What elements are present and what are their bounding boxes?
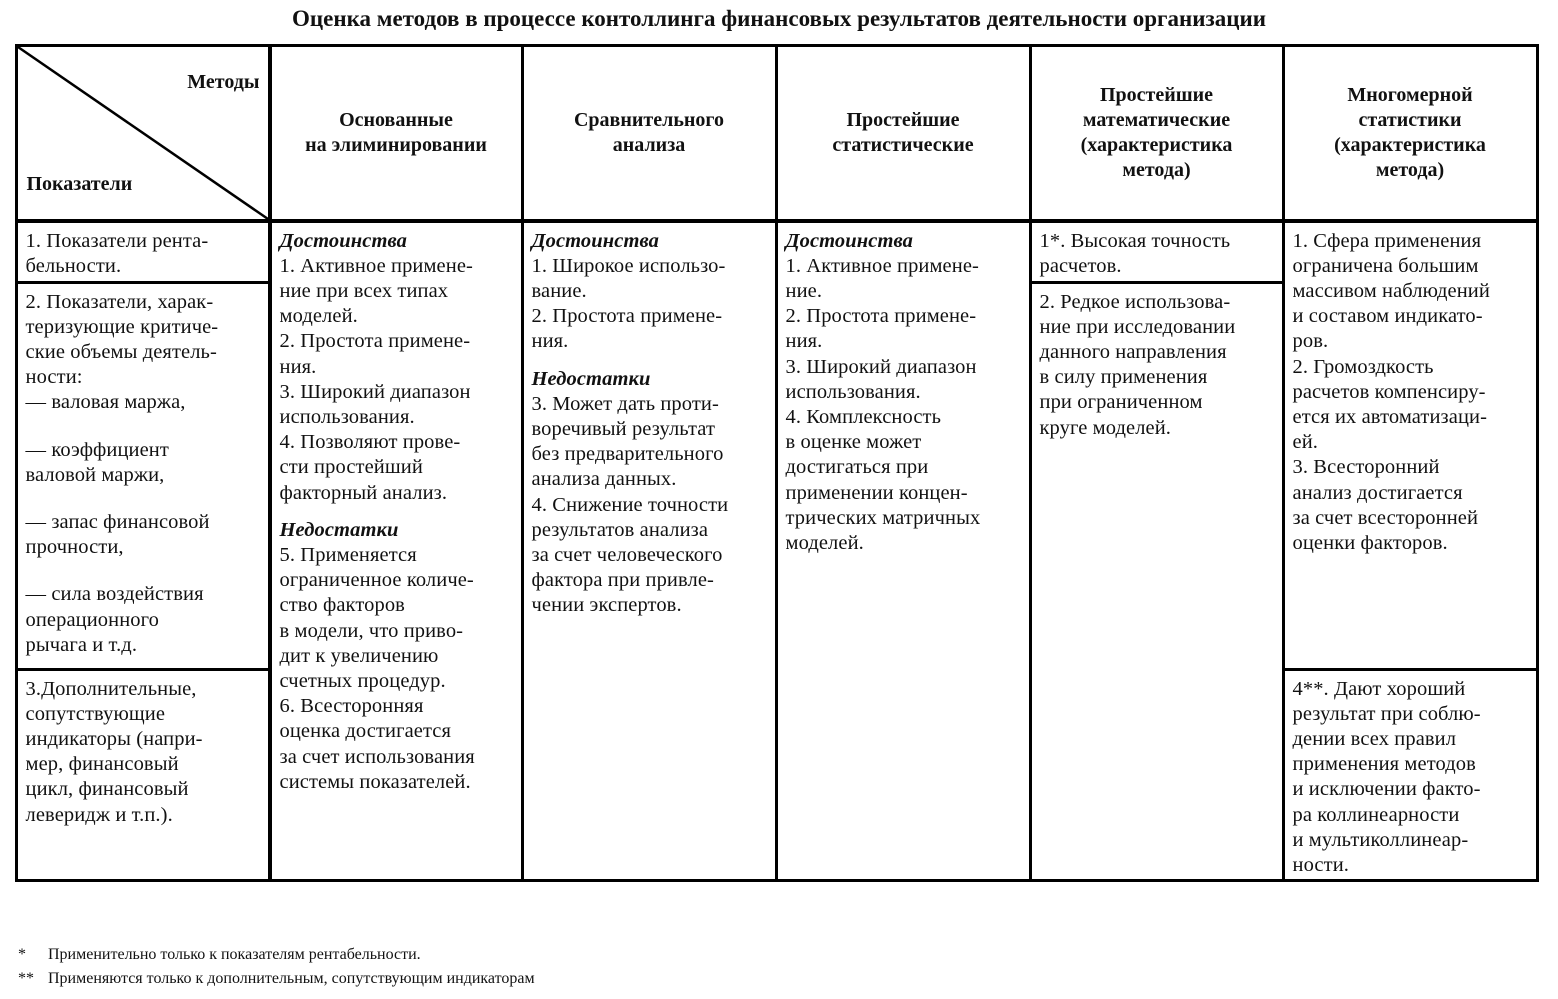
mathematical-row1: 1*. Высокая точность расчетов. [1029, 220, 1285, 284]
advantages-heading: Достоинства [531, 229, 659, 252]
mathematical-row2: 2. Редкое использова- ние при исследовании данного направления в силу применения при ограниченном круге моделей. [1029, 281, 1285, 882]
indicators-label: Показатели [26, 172, 133, 195]
footnote [18, 946, 421, 964]
disadvantages-heading: Недостатки [279, 518, 399, 541]
column-header-elimination: Основанные на элиминировании [269, 44, 524, 222]
statistical-cell [775, 220, 1032, 882]
column-header-comparative: Сравнительного анализа [521, 44, 778, 222]
elimination-advantages: 1. Активное примене- ние при всех типах моделей. 2. Простота примене- ния. 3. Широкий диапазон использования. 4. Позволяют прове- сти простейший факторный анализ. [279, 254, 473, 504]
footnote-text: Применяются только к дополнительным, сопутствующим индикаторам [48, 970, 535, 987]
corner-header [15, 44, 271, 222]
statistical-advantages: 1. Активное примене- ние. 2. Простота примене- ния. 3. Широкий диапазон использования. 4. Комплексность в оценке может достигаться при применении концен- трических матричных моделей. [785, 254, 981, 554]
elimination-cell [269, 220, 524, 882]
indicator-critical-volumes [15, 281, 271, 671]
indicator-item: — запас финансовой прочности, [25, 510, 210, 559]
indicator-critical-intro: 2. Показатели, харак- теризующие критиче- ские объемы деятель- ности: — валовая маржа, [25, 290, 219, 414]
advantages-heading: Достоинства [279, 229, 407, 252]
multivariate-row1: 1. Сфера применения ограничена большим массивом наблюдений и составом индикато- ров. 2. Громоздкость расчетов компенсиру- ется их автоматизаци- ей. 3. Всесторонний анализ достигается за счет всесторонней оценки факторов. [1282, 220, 1539, 671]
indicator-profitability: 1. Показатели рента- бельности. [15, 220, 271, 284]
column-header-mathematical: Простейшие математические (характеристика метода) [1029, 44, 1285, 222]
footnote-mark: * [18, 946, 26, 963]
indicator-item: — коэффициент валовой маржи, [25, 438, 169, 486]
comparative-disadvantages: 3. Может дать проти- воречивый результат без предварительного анализа данных. 4. Снижение точности результатов анализа за счет человеческого фактора при привле- чении экспертов. [531, 392, 729, 617]
indicator-additional: 3.Дополнительные, сопутствующие индикаторы (напри- мер, финансовый цикл, финансовый леверидж и т.п.). [15, 668, 271, 882]
comparative-advantages: 1. Широкое использо- вание. 2. Простота примене- ния. [531, 254, 726, 353]
column-header-multivariate: Многомерной статистики (характеристика метода) [1282, 44, 1539, 222]
footnote-text: Применительно только к показателям рентабельности. [48, 946, 421, 963]
column-header-statistical: Простейшие статистические [775, 44, 1032, 222]
table-title: Оценка методов в процессе контоллинга финансовых результатов деятельности организации [292, 6, 1266, 31]
elimination-disadvantages: 5. Применяется ограниченное количе- ство факторов в модели, что приво- дит к увеличению счетных процедур. 6. Всесторонняя оценка достигается за счет использования системы показателей. [279, 543, 475, 793]
multivariate-row2: 4**. Дают хороший результат при соблю- дении всех правил применения методов и исключении факто- ра коллинеарности и мультиколлинеар- ности. [1282, 668, 1539, 882]
footnote-mark: ** [18, 970, 34, 987]
advantages-heading: Достоинства [785, 229, 913, 252]
methods-label: Методы [187, 70, 260, 93]
indicator-item: — сила воздействия операционного рычага и т.д. [25, 583, 204, 656]
disadvantages-heading: Недостатки [531, 367, 651, 390]
footnote [18, 970, 535, 988]
comparative-cell [521, 220, 778, 882]
